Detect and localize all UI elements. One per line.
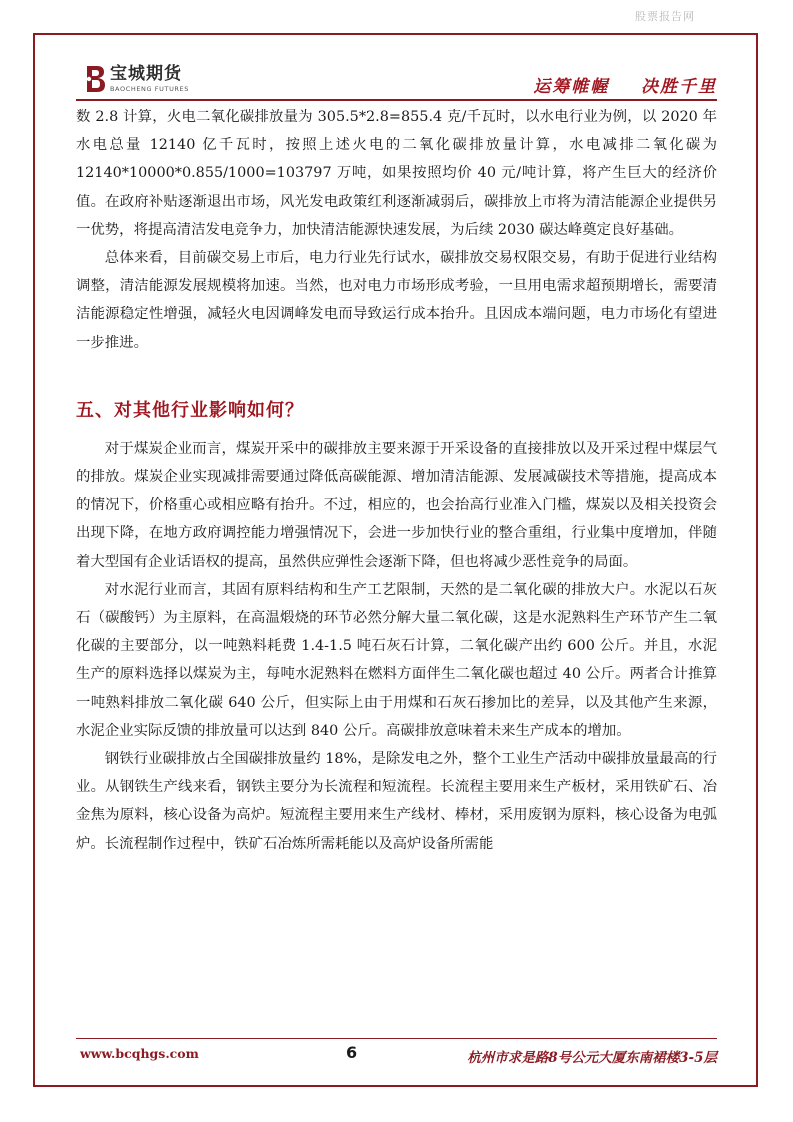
logo-chinese-name: 宝城期货 bbox=[110, 63, 182, 84]
watermark-text: 股票报告网 bbox=[635, 10, 695, 23]
header-slogan: 运筹帷幄 决胜千里 bbox=[533, 77, 717, 97]
paragraph: 总体来看，目前碳交易上市后，电力行业先行试水，碳排放交易权限交易，有助于促进行业结构调整，清洁能源发展规模将加速。当然，也对电力市场形成考验，一旦用电需求超预期增长，需要清洁能源稳定性增强，减轻火电因调峰发电而导致运行成本抬升。且因成本端问题，电力市场化有望进一步推进。 bbox=[76, 250, 717, 351]
footer-divider bbox=[76, 1038, 717, 1039]
company-logo bbox=[84, 62, 189, 96]
footer-address: 杭州市求是路8号公元大厦东南裙楼3-5层 bbox=[467, 1050, 717, 1066]
paragraph-continued: 数 2.8 计算，火电二氧化碳排放量为 305.5*2.8=855.4 克/千瓦时，以水电行业为例，以 2020 年水电总量 12140 亿千瓦时，按照上述火电的二氧化碳排放量计算，水电减排二氧化碳为 12140*10000*0.855/1000=103797 万吨，如果按照均价 40 元/吨计算，将产生巨大的经济价值。在政府补贴逐渐退出市场，风光发电政策红利逐渐减弱后，碳排放上市将为清洁能源企业提供另一优势，将提高清洁发电竞争力，加快清洁能源快速发展，为后续 2030 碳达峰奠定良好基础。 bbox=[76, 109, 717, 238]
paragraph: 钢铁行业碳排放占全国碳排放量约 18%，是除发电之外，整个工业生产活动中碳排放量最高的行业。从钢铁生产线来看，钢铁主要分为长流程和短流程。长流程主要用来生产板材，采用铁矿石、冶金焦为原料，核心设备为高炉。短流程主要用来生产线材、棒材，采用废钢为原料，核心设备为电弧炉。长流程制作过程中，铁矿石冶炼所需耗能以及高炉设备所需能 bbox=[76, 751, 717, 852]
header-divider bbox=[76, 99, 717, 101]
logo-english-name: BAOCHENG FUTURES bbox=[110, 84, 189, 93]
paragraph: 对于煤炭企业而言，煤炭开采中的碳排放主要来源于开采设备的直接排放以及开采过程中煤层气的排放。煤炭企业实现减排需要通过降低高碳能源、增加清洁能源、发展减碳技术等措施，提高成本的情况下，价格重心或相应略有抬升。不过，相应的，也会抬高行业准入门槛，煤炭以及相关投资会出现下降，在地方政府调控能力增强情况下，会进一步加快行业的整合重组，行业集中度增加，伴随着大型国有企业话语权的提高，虽然供应弹性会逐渐下降，但也将减少恶性竞争的局面。 bbox=[76, 440, 717, 570]
footer-website-link[interactable]: www.bcqhgs.com bbox=[80, 1046, 199, 1061]
paragraph: 对水泥行业而言，其固有原料结构和生产工艺限制，天然的是二氧化碳的排放大户。水泥以石灰石（碳酸钙）为主原料，在高温煅烧的环节必然分解大量二氧化碳，这是水泥熟料生产环节产生二氧化碳的主要部分，以一吨熟料耗费 1.4-1.5 吨石灰石计算，二氧化碳产出约 600 公斤。并且，水泥生产的原料选择以煤炭为主，每吨水泥熟料在燃料方面伴生二氧化碳也超过 40 公斤。两者合计推算一吨熟料排放二氧化碳 640 公斤，但实际上由于用煤和石灰石掺加比的差异，以及其他产生来源，水泥企业实际反馈的排放量可以达到 840 公斤。高碳排放意味着未来生产成本的增加。 bbox=[76, 581, 717, 739]
document-body bbox=[76, 103, 717, 858]
section-heading: 五、对其他行业影响如何？ bbox=[76, 399, 304, 421]
page-number: 6 bbox=[346, 1043, 358, 1062]
logo-mark-icon bbox=[84, 64, 106, 94]
